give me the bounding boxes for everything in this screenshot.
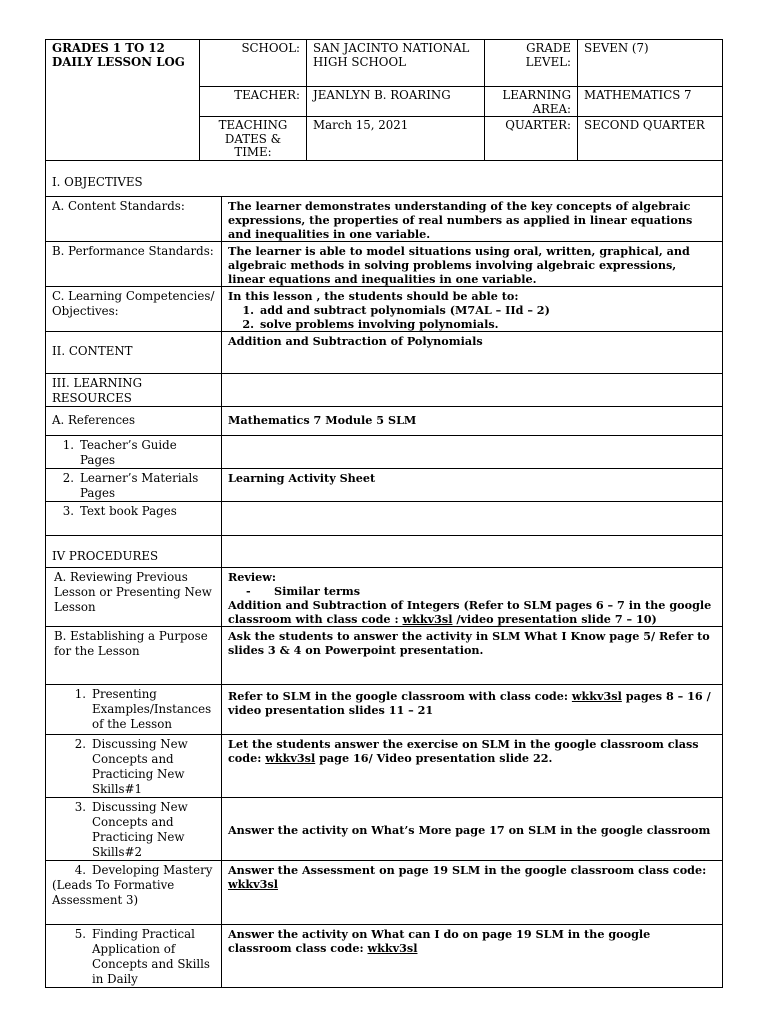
list-number: 1. xyxy=(74,686,86,701)
references-label: A. References xyxy=(46,406,222,435)
competencies-intro: In this lesson , the students should be able to: xyxy=(228,288,519,303)
list-number: 2. xyxy=(62,470,74,485)
reviewing-previous-lesson-label: A. Reviewing Previous Lesson or Presenting New Lesson xyxy=(46,567,222,626)
school-label: SCHOOL: xyxy=(200,40,307,87)
teacher-value: JEANLYN B. ROARING xyxy=(307,87,485,117)
performance-standards-text: The learner is able to model situations using oral, written, graphical, and algebraic methods in solving problems involving algebraic expressions, linear equations and inequalities in one variable. xyxy=(222,241,723,286)
presenting-examples-label-cell xyxy=(46,684,222,734)
developing-mastery-sublabel: (Leads To Formative Assessment 3) xyxy=(52,877,175,907)
practical-application-cell xyxy=(222,924,723,987)
lesson-log-page xyxy=(45,39,722,988)
learners-materials-label: Learner’s Materials Pages xyxy=(80,470,199,500)
lesson-body-table xyxy=(45,160,723,988)
presenting-examples-label: Presenting Examples/Instances of the Lesson xyxy=(92,686,212,731)
discussing-concepts-2-text: Answer the activity on What’s More page 17 on SLM in the google classroom xyxy=(222,797,723,860)
list-number: 1. xyxy=(62,437,74,452)
learning-competencies-cell xyxy=(222,286,723,331)
competency-text: add and subtract polynomials (M7AL – IId – 2) xyxy=(260,302,550,317)
teacher-label: TEACHER: xyxy=(200,87,307,117)
discussing-concepts-1-label-cell xyxy=(46,734,222,797)
quarter-label: QUARTER: xyxy=(485,117,578,161)
establishing-purpose-text: Ask the students to answer the activity in SLM What I Know page 5/ Refer to slides 3 & 4 on Powerpoint presentation. xyxy=(222,626,723,684)
developing-mastery-label: Developing Mastery xyxy=(92,862,213,877)
discussing-concepts-1-cell xyxy=(222,734,723,797)
class-code: wkkv3sl xyxy=(571,688,622,703)
practical-application-text: Answer the activity on What can I do on page 19 SLM in the google classroom class code: xyxy=(228,926,651,955)
references-text: Mathematics 7 Module 5 SLM xyxy=(222,406,723,435)
grade-level-label: GRADE LEVEL: xyxy=(485,40,578,87)
school-value: SAN JACINTO NATIONAL HIGH SCHOOL xyxy=(307,40,485,87)
discussing-concepts-2-label-cell xyxy=(46,797,222,860)
content-heading: II. CONTENT xyxy=(46,331,222,373)
quarter-value: SECOND QUARTER xyxy=(578,117,723,161)
content-standards-label: A. Content Standards: xyxy=(46,196,222,241)
learning-area-label: LEARNING AREA: xyxy=(485,87,578,117)
learning-area-value: MATHEMATICS 7 xyxy=(578,87,723,117)
developing-mastery-cell xyxy=(222,860,723,924)
learning-resources-heading: III. LEARNING RESOURCES xyxy=(46,373,222,406)
class-code: wkkv3sl xyxy=(228,876,278,891)
performance-standards-label: B. Performance Standards: xyxy=(46,241,222,286)
learning-competencies-label: C. Learning Competencies/ Objectives: xyxy=(46,286,222,331)
teaching-dates-label: TEACHING DATES & TIME: xyxy=(200,117,307,161)
list-number: 3. xyxy=(62,503,74,518)
developing-mastery-label-cell xyxy=(46,860,222,924)
competency-number: 2. xyxy=(242,316,254,331)
discussing-concepts-1-text: Let the students answer the exercise on SLM in the google classroom class code: xyxy=(228,736,699,765)
competency-item xyxy=(228,303,716,317)
discussing-concepts-2-label: Discussing New Concepts and Practicing New Skills#2 xyxy=(92,799,188,859)
competency-item xyxy=(228,317,716,331)
developing-mastery-text: Answer the Assessment on page 19 SLM in the google classroom class code: xyxy=(228,862,707,877)
presenting-examples-text: Refer to SLM in the google classroom with class code: xyxy=(228,688,572,703)
dash-marker: - xyxy=(246,583,251,598)
presenting-examples-cell xyxy=(222,684,723,734)
practical-application-label-cell xyxy=(46,924,222,987)
class-code: wkkv3sl xyxy=(367,940,418,955)
review-activity xyxy=(228,598,716,626)
teachers-guide-value xyxy=(222,435,723,468)
textbook-pages-value xyxy=(222,501,723,535)
procedures-empty xyxy=(222,535,723,567)
teachers-guide-label: Teacher’s Guide Pages xyxy=(80,437,177,467)
objectives-heading: I. OBJECTIVES xyxy=(46,160,723,196)
review-item-text: Similar terms xyxy=(274,583,361,598)
practical-application-label: Finding Practical Application of Concepts and Skills in Daily xyxy=(92,926,210,986)
textbook-pages-label: Text book Pages xyxy=(80,503,177,518)
review-item xyxy=(228,584,716,598)
review-label: Review: xyxy=(228,569,277,584)
class-code: wkkv3sl xyxy=(402,611,453,626)
presenting-examples-tail: pages 8 – 16 / video presentation slides 11 – 21 xyxy=(228,688,711,717)
content-text: Addition and Subtraction of Polynomials xyxy=(222,331,723,373)
grade-level-value: SEVEN (7) xyxy=(578,40,723,87)
procedures-heading: IV PROCEDURES xyxy=(46,535,222,567)
discussing-concepts-1-label: Discussing New Concepts and Practicing New Skills#1 xyxy=(92,736,188,796)
discussing-concepts-1-tail: page 16/ Video presentation slide 22. xyxy=(315,750,553,765)
reviewing-previous-lesson-cell xyxy=(222,567,723,626)
textbook-pages-label-cell xyxy=(46,501,222,535)
competency-text: solve problems involving polynomials. xyxy=(260,316,499,331)
class-code: wkkv3sl xyxy=(265,750,316,765)
competency-number: 1. xyxy=(242,302,254,317)
list-number: 4. xyxy=(74,862,86,877)
list-number: 2. xyxy=(74,736,86,751)
review-activity-tail: /video presentation slide 7 – 10) xyxy=(452,611,657,626)
document-title: GRADES 1 TO 12 DAILY LESSON LOG xyxy=(46,40,200,161)
list-number: 3. xyxy=(74,799,86,814)
teaching-dates-value: March 15, 2021 xyxy=(307,117,485,161)
review-activity-text: Addition and Subtraction of Integers (Refer to SLM pages 6 – 7 in the google classroom with class code : xyxy=(228,597,712,626)
list-number: 5. xyxy=(74,926,86,941)
content-standards-text: The learner demonstrates understanding of the key concepts of algebraic expressions, the properties of real numbers as applied in linear equations and inequalities in one variable. xyxy=(222,196,723,241)
learners-materials-text: Learning Activity Sheet xyxy=(222,468,723,501)
establishing-purpose-label: B. Establishing a Purpose for the Lesson xyxy=(46,626,222,684)
header-table xyxy=(45,39,723,161)
learners-materials-label-cell xyxy=(46,468,222,501)
teachers-guide-label-cell xyxy=(46,435,222,468)
learning-resources-empty xyxy=(222,373,723,406)
